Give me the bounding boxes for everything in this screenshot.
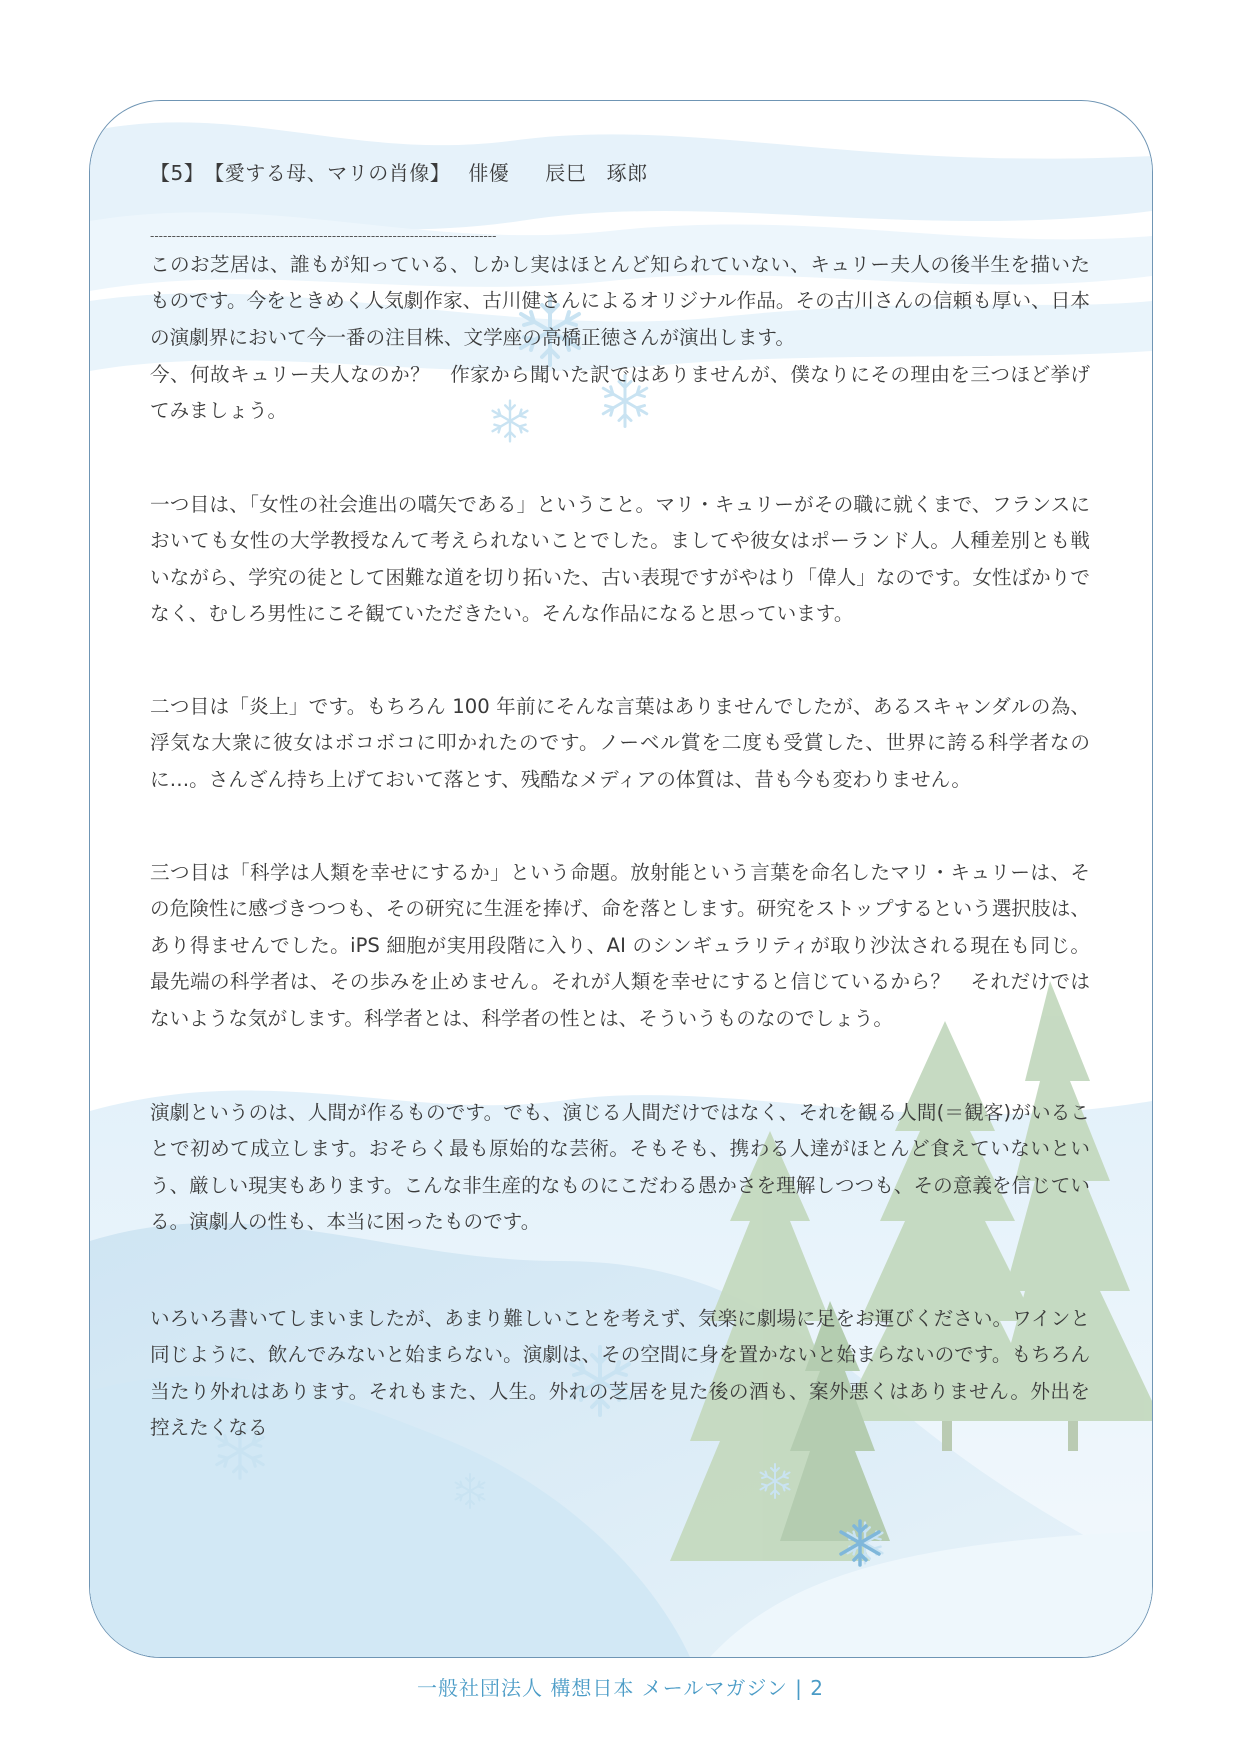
paragraph-6: 演劇というのは、人間が作るものです。でも、演じる人間だけではなく、それを観る人間(＝観客)がいることで初めて成立します。おそらく最も原始的な芸術。そもそも、携わる人達がほとんど食えていないという、厳しい現実もあります。こんな非生産的なものにこだわる愚かさを理解しつつも、その意義を信じている。演劇人の性も、本当に困ったものです。	[150, 1100, 1090, 1234]
article-number: 【5】	[150, 161, 205, 185]
dashed-divider: --------------------------------------------------------------------------------	[150, 229, 497, 243]
author-role: 俳優	[468, 161, 510, 185]
article-title: 【愛する母、マリの肖像】	[204, 161, 451, 185]
page-footer: 一般社団法人 構想日本 メールマガジン | 2	[417, 1676, 824, 1700]
page-frame	[89, 100, 1153, 1658]
author-name: 辰巳 琢郎	[545, 161, 648, 185]
paragraph-2: 今、何故キュリー夫人なのか？ 作家から聞いた訳ではありませんが、僕なりにその理由を三つほど挙げてみましょう。	[150, 362, 1090, 423]
paragraph-7: いろいろ書いてしまいましたが、あまり難しいことを考えず、気楽に劇場に足をお運びください。ワインと同じように、飲んでみないと始まらない。演劇は、その空間に身を置かないと始まらないのです。もちろん当たり外れはあります。それもまた、人生。外れの芝居を見た後の酒も、案外悪くはありません。外出を控えたくなる	[150, 1306, 1090, 1440]
paragraph-4: 二つ目は「炎上」です。もちろん 100 年前にそんな言葉はありませんでしたが、あるスキャンダルの為、浮気な大衆に彼女はボコボコに叩かれたのです。ノーベル賞を二度も受賞した、世界に誇る科学者なのに…。さんざん持ち上げておいて落とす、残酷なメディアの体質は、昔も今も変わりません。	[150, 694, 1090, 791]
paragraph-1: このお芝居は、誰もが知っている、しかし実はほとんど知られていない、キュリー夫人の後半生を描いたものです。今をときめく人気劇作家、古川健さんによるオリジナル作品。その古川さんの信頼も厚い、日本の演劇界において今一番の注目株、文学座の高橋正徳さんが演出します。	[150, 252, 1090, 349]
article-heading	[150, 157, 648, 186]
paragraph-3: 一つ目は、「女性の社会進出の嚆矢である」ということ。マリ・キュリーがその職に就くまで、フランスにおいても女性の大学教授なんて考えられないことでした。ましてや彼女はポーランド人。人種差別とも戦いながら、学究の徒として困難な道を切り拓いた、古い表現ですがやはり「偉人」なのです。女性ばかりでなく、むしろ男性にこそ観ていただきたい。そんな作品になると思っています。	[150, 492, 1090, 626]
paragraph-5: 三つ目は「科学は人類を幸せにするか」という命題。放射能という言葉を命名したマリ・キュリーは、その危険性に感づきつつも、その研究に生涯を捧げ、命を落とします。研究をストップするという選択肢は、あり得ませんでした。iPS 細胞が実用段階に入り、AI のシンギュラリティが取り沙汰される現在も同じ。最先端の科学者は、その歩みを止めません。それが人類を幸せにすると信じているから？ それだけではないような気がします。科学者とは、科学者の性とは、そういうものなのでしょう。	[150, 860, 1090, 1030]
